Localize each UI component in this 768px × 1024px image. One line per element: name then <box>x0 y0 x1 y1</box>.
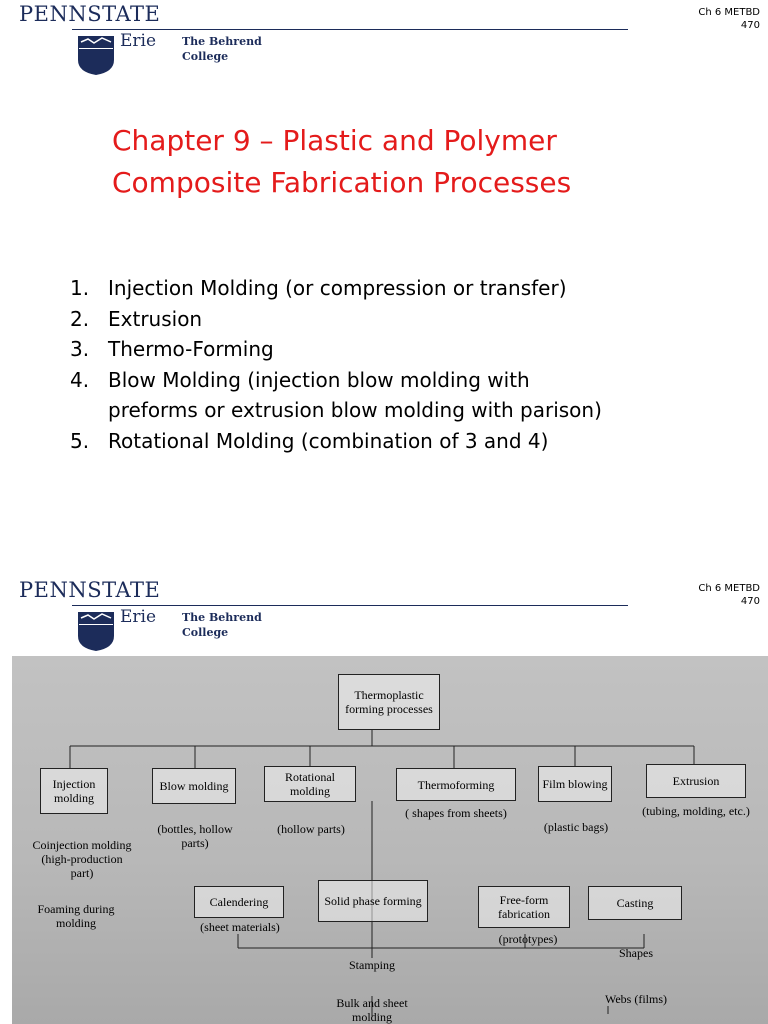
freeform-note: (prototypes) <box>498 932 558 946</box>
shield-icon <box>76 34 116 76</box>
pennstate-logo: PENNSTATE <box>19 2 161 26</box>
extrusion-note: (tubing, molding, etc.) <box>642 804 750 818</box>
list-item: 2. Extrusion <box>70 306 203 331</box>
college-line-1: The Behrend <box>182 35 262 48</box>
title-line-1: Chapter 9 – Plastic and Polymer <box>112 124 557 157</box>
injection-molding-box: Injection molding <box>40 768 108 814</box>
calendering-box: Calendering <box>194 886 284 918</box>
rotational-molding-note: (hollow parts) <box>277 822 345 836</box>
list-item: 3. Thermo-Forming <box>70 337 274 361</box>
list-item: 5. Rotational Molding (combination of 3 and 4) <box>70 428 549 453</box>
course-line-1: Ch 6 METBD <box>698 583 760 594</box>
college-name <box>182 34 262 64</box>
foaming-text: Foaming during molding <box>37 902 115 930</box>
film-blowing-box: Film blowing <box>538 766 612 802</box>
course-line-2: 470 <box>740 596 760 607</box>
college-line-1: The Behrend <box>182 611 262 624</box>
slide-2 <box>0 576 768 1024</box>
list-item: preforms or extrusion blow molding with parison) <box>108 398 602 422</box>
course-line-2: 470 <box>740 20 760 31</box>
film-blowing-note: (plastic bags) <box>543 820 609 834</box>
process-list <box>70 273 602 456</box>
shield-icon <box>76 610 116 652</box>
college-name <box>182 610 262 640</box>
freeform-box: Free-form fabrication <box>478 886 570 928</box>
blow-molding-note: (bottles, hollow parts) <box>157 822 233 850</box>
calendering-note: (sheet materials) <box>200 920 280 934</box>
campus-name: Erie <box>120 31 157 51</box>
rotational-molding-box: Rotational molding <box>264 766 356 802</box>
thermoforming-box: Thermoforming <box>396 768 516 801</box>
webs-text: Webs (films) <box>604 992 668 1006</box>
header-rule <box>72 605 628 606</box>
college-line-2: College <box>182 50 229 63</box>
coinjection-text: Coinjection molding (high-production part) <box>32 838 132 880</box>
header-rule <box>72 29 628 30</box>
course-line-1: Ch 6 METBD <box>698 7 760 18</box>
title-line-2: Composite Fabrication Processes <box>112 166 572 199</box>
bulk-sheet-text: Bulk and sheet molding <box>336 996 408 1024</box>
campus-name: Erie <box>120 607 157 627</box>
process-diagram-photo <box>12 656 768 1024</box>
course-code <box>698 582 760 608</box>
shapes-text: Shapes <box>619 946 653 960</box>
solid-phase-box: Solid phase forming <box>318 880 428 922</box>
blow-molding-box: Blow molding <box>152 768 236 804</box>
slide-title <box>112 120 672 204</box>
stamping-text: Stamping <box>348 958 395 972</box>
extrusion-box: Extrusion <box>646 764 746 798</box>
course-code <box>698 6 760 32</box>
list-item: 4. Blow Molding (injection blow molding with <box>70 367 530 392</box>
root-process-box: Thermoplastic forming processes <box>338 674 440 730</box>
thermoforming-note: ( shapes from sheets) <box>405 806 507 820</box>
college-line-2: College <box>182 626 229 639</box>
list-item: 1. Injection Molding (or compression or transfer) <box>70 276 567 300</box>
pennstate-logo: PENNSTATE <box>19 578 161 602</box>
casting-box: Casting <box>588 886 682 920</box>
